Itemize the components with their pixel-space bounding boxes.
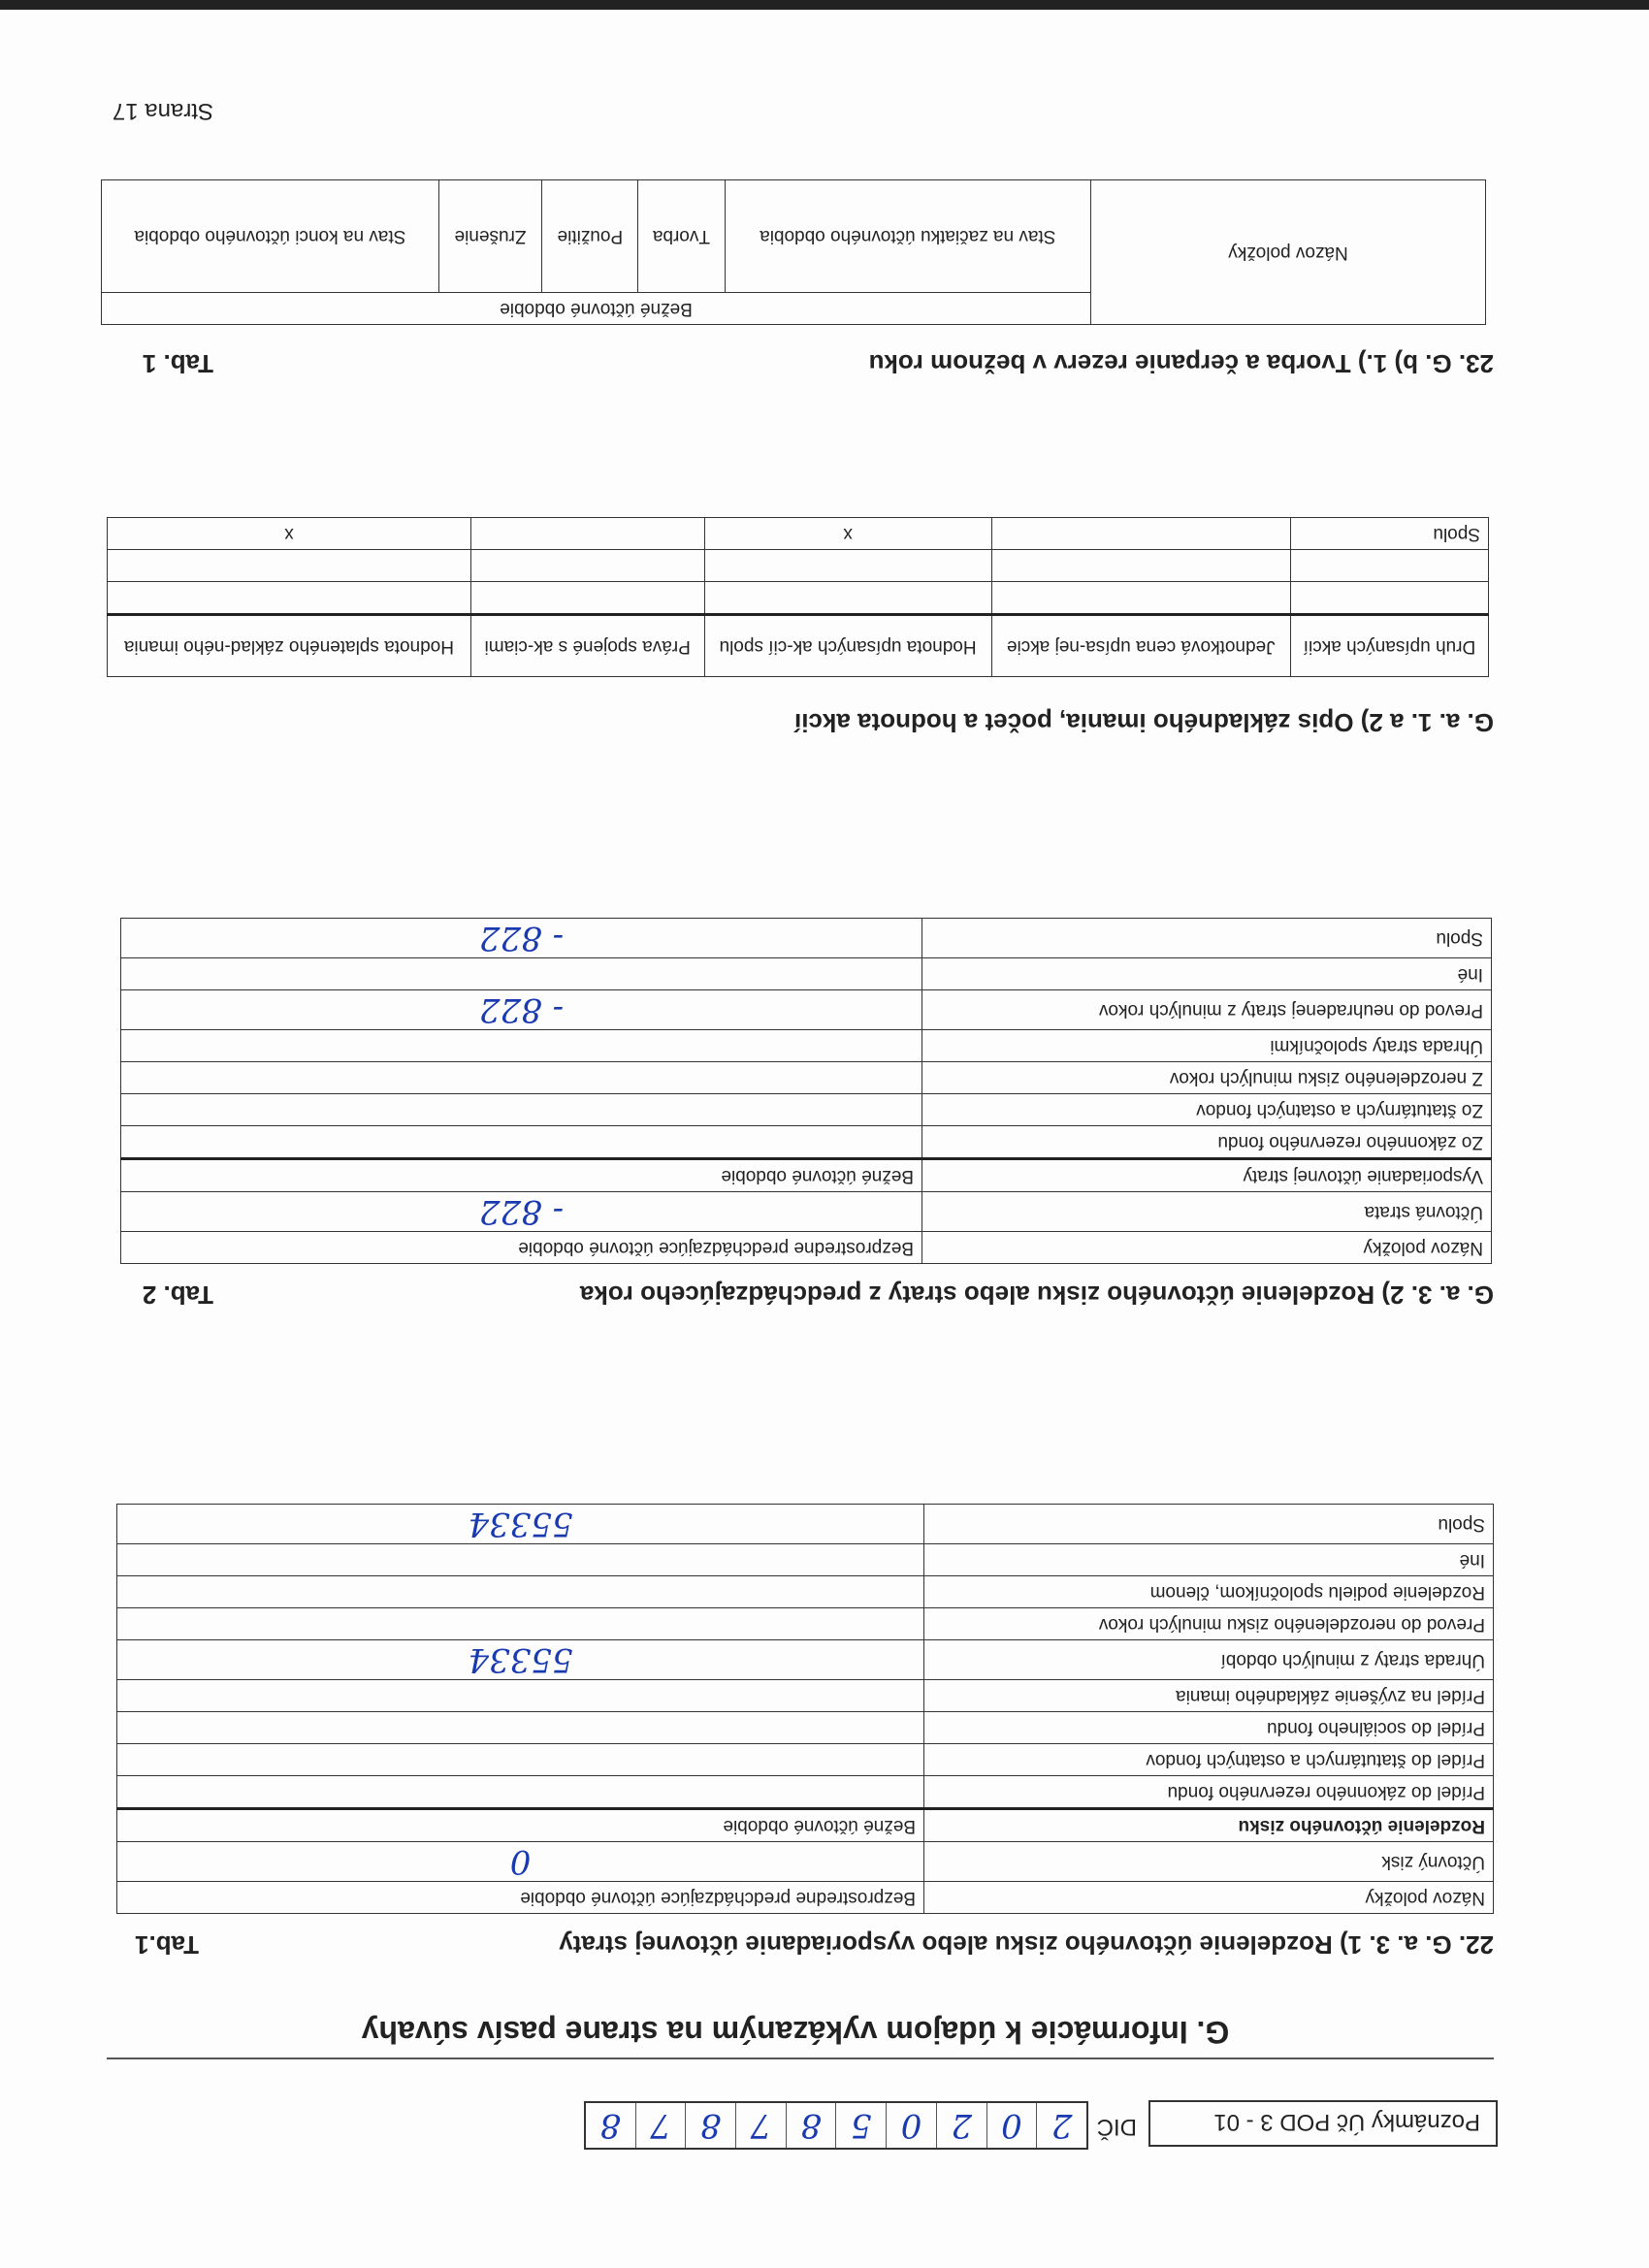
- row-label: Zo zákonného rezervného fondu: [922, 1126, 1492, 1159]
- empty-cell: [991, 550, 1290, 582]
- section-23-tab-label: Tab. 1: [142, 349, 213, 378]
- row-label: Iné: [922, 958, 1492, 990]
- scan-edge: [0, 0, 1649, 10]
- row-label: Rozdelenie podielu spoločníkom, členom: [924, 1576, 1494, 1608]
- col-header: Stav na konci účtovného obdobia: [102, 180, 439, 293]
- row-label: Prevod do neuhradenej straty z minulých rokov: [922, 990, 1492, 1030]
- empty-cell: [470, 582, 704, 615]
- section-g332-heading: G. a. 3. 2) Rozdelenie účtovného zisku alebo straty z predchádzajúceho roka: [579, 1280, 1494, 1310]
- dic-digit: 8: [787, 2103, 837, 2148]
- value-cell: [117, 1544, 924, 1576]
- dic-field: [584, 2101, 1088, 2150]
- empty-cell: [991, 582, 1290, 615]
- page-title: G. Informácie k údajom vykázaným na strane pasív súvahy: [361, 2015, 1230, 2050]
- x-mark: x: [704, 518, 991, 550]
- empty-cell: [1290, 550, 1488, 582]
- row-label: Spolu: [924, 1505, 1494, 1544]
- col-header: Bežné účtovné obdobie: [117, 1809, 924, 1842]
- dic-digit: 0: [987, 2103, 1038, 2148]
- row-label: Prídel do sociálneho fondu: [924, 1712, 1494, 1744]
- row-label: Vysporiadanie účtovnej straty: [922, 1159, 1492, 1192]
- handwritten-value: - 822: [121, 919, 922, 958]
- value-cell: [121, 1030, 922, 1062]
- empty-cell: [704, 582, 991, 615]
- dic-digit: 8: [586, 2103, 636, 2148]
- col-header: Použitie: [542, 180, 638, 293]
- col-header: Bezprostredne predchádzajúce účtovné obdobie: [117, 1882, 924, 1914]
- section-g332-tab-label: Tab. 2: [142, 1280, 213, 1310]
- value-cell: [121, 1126, 922, 1159]
- section-g12-heading: G. a. 1. a 2) Opis základného imania, počet a hodnota akcií: [794, 708, 1494, 737]
- dic-digit: 7: [636, 2103, 687, 2148]
- empty-cell: [470, 550, 704, 582]
- page-number: Strana 17: [112, 98, 213, 124]
- dic-digit: 7: [736, 2103, 787, 2148]
- handwritten-value: 55334: [117, 1505, 924, 1544]
- value-cell: [117, 1776, 924, 1809]
- col-header: Názov položky: [924, 1882, 1494, 1914]
- dic-digit: 8: [686, 2103, 736, 2148]
- row-label: Spolu: [922, 919, 1492, 958]
- col-header: Práva spojené s ak-ciami: [470, 615, 704, 677]
- form-code: Poznámky Úč POD 3 - 01: [1148, 2100, 1498, 2147]
- prior-year-loss-table: [120, 918, 1492, 1264]
- empty-cell: [1290, 582, 1488, 615]
- col-header: Názov položky: [922, 1232, 1492, 1264]
- row-label: Rozdelenie účtovného zisku: [924, 1809, 1494, 1842]
- value-cell: [117, 1608, 924, 1640]
- section-22-tab-label: Tab.1: [135, 1930, 199, 1960]
- row-label: Prevod do nerozdeleného zisku minulých rokov: [924, 1608, 1494, 1640]
- section-22-heading: 22. G. a. 3. 1) Rozdelenie účtovného zisku alebo vysporiadanie účtovnej straty: [559, 1930, 1494, 1960]
- row-label: Úhrada straty spoločníkmi: [922, 1030, 1492, 1062]
- row-label: Úhrada straty z minulých období: [924, 1640, 1494, 1680]
- reserves-table: [101, 179, 1486, 325]
- empty-cell: [108, 582, 471, 615]
- col-header: Zrušenie: [438, 180, 541, 293]
- value-cell: [121, 1062, 922, 1094]
- col-header: Stav na začiatku účtovného obdobia: [725, 180, 1090, 293]
- dic-digit: 0: [887, 2103, 937, 2148]
- value-cell: [117, 1712, 924, 1744]
- handwritten-value: 0: [117, 1842, 924, 1882]
- handwritten-value: - 822: [121, 1192, 922, 1232]
- section-23-heading: 23. G. b) 1.) Tvorba a čerpanie rezerv v bežnom roku: [868, 349, 1494, 378]
- value-cell: [121, 1094, 922, 1126]
- col-header: Tvorba: [638, 180, 725, 293]
- value-cell: [121, 958, 922, 990]
- col-header: Bežné účtovné obdobie: [121, 1159, 922, 1192]
- value-cell: [117, 1744, 924, 1776]
- x-mark: x: [108, 518, 471, 550]
- col-header: Druh upísaných akcií: [1290, 615, 1488, 677]
- dic-digit: 2: [1051, 2106, 1073, 2145]
- value-cell: [117, 1576, 924, 1608]
- row-label: Prídel na zvýšenie základného imania: [924, 1680, 1494, 1712]
- value-cell: [117, 1680, 924, 1712]
- empty-cell: [991, 518, 1290, 550]
- row-label: Prídel do zákonného rezervného fondu: [924, 1776, 1494, 1809]
- empty-cell: [704, 550, 991, 582]
- row-label: Iné: [924, 1544, 1494, 1576]
- share-capital-table: [107, 517, 1489, 677]
- header-divider: [107, 2057, 1494, 2059]
- col-header: Jednotková cena upísa-nej akcie: [991, 615, 1290, 677]
- empty-cell: [108, 550, 471, 582]
- handwritten-value: - 822: [121, 990, 922, 1030]
- row-label: Zo štatutárnych a ostatných fondov: [922, 1094, 1492, 1126]
- dic-digit: 2: [937, 2103, 987, 2148]
- group-header: Bežné účtovné obdobie: [102, 293, 1091, 325]
- col-header: Hodnota upísaných ak-cií spolu: [704, 615, 991, 677]
- empty-cell: [470, 518, 704, 550]
- dic-digit: 5: [836, 2103, 887, 2148]
- profit-distribution-table: [116, 1504, 1494, 1914]
- row-label: Účtovná strata: [922, 1192, 1492, 1232]
- row-label: Prídel do štatutárnych a ostatných fondov: [924, 1744, 1494, 1776]
- row-label: Z nerozdeleného zisku minulých rokov: [922, 1062, 1492, 1094]
- dic-label: DIČ: [1096, 2114, 1137, 2140]
- handwritten-value: 55334: [117, 1640, 924, 1680]
- col-header: Hodnota splateného základ-ného imania: [108, 615, 471, 677]
- total-label: Spolu: [1290, 518, 1488, 550]
- col-header: Názov položky: [1091, 180, 1486, 325]
- row-label: Účtovný zisk: [924, 1842, 1494, 1882]
- col-header: Bezprostredne predchádzajúce účtovné obdobie: [121, 1232, 922, 1264]
